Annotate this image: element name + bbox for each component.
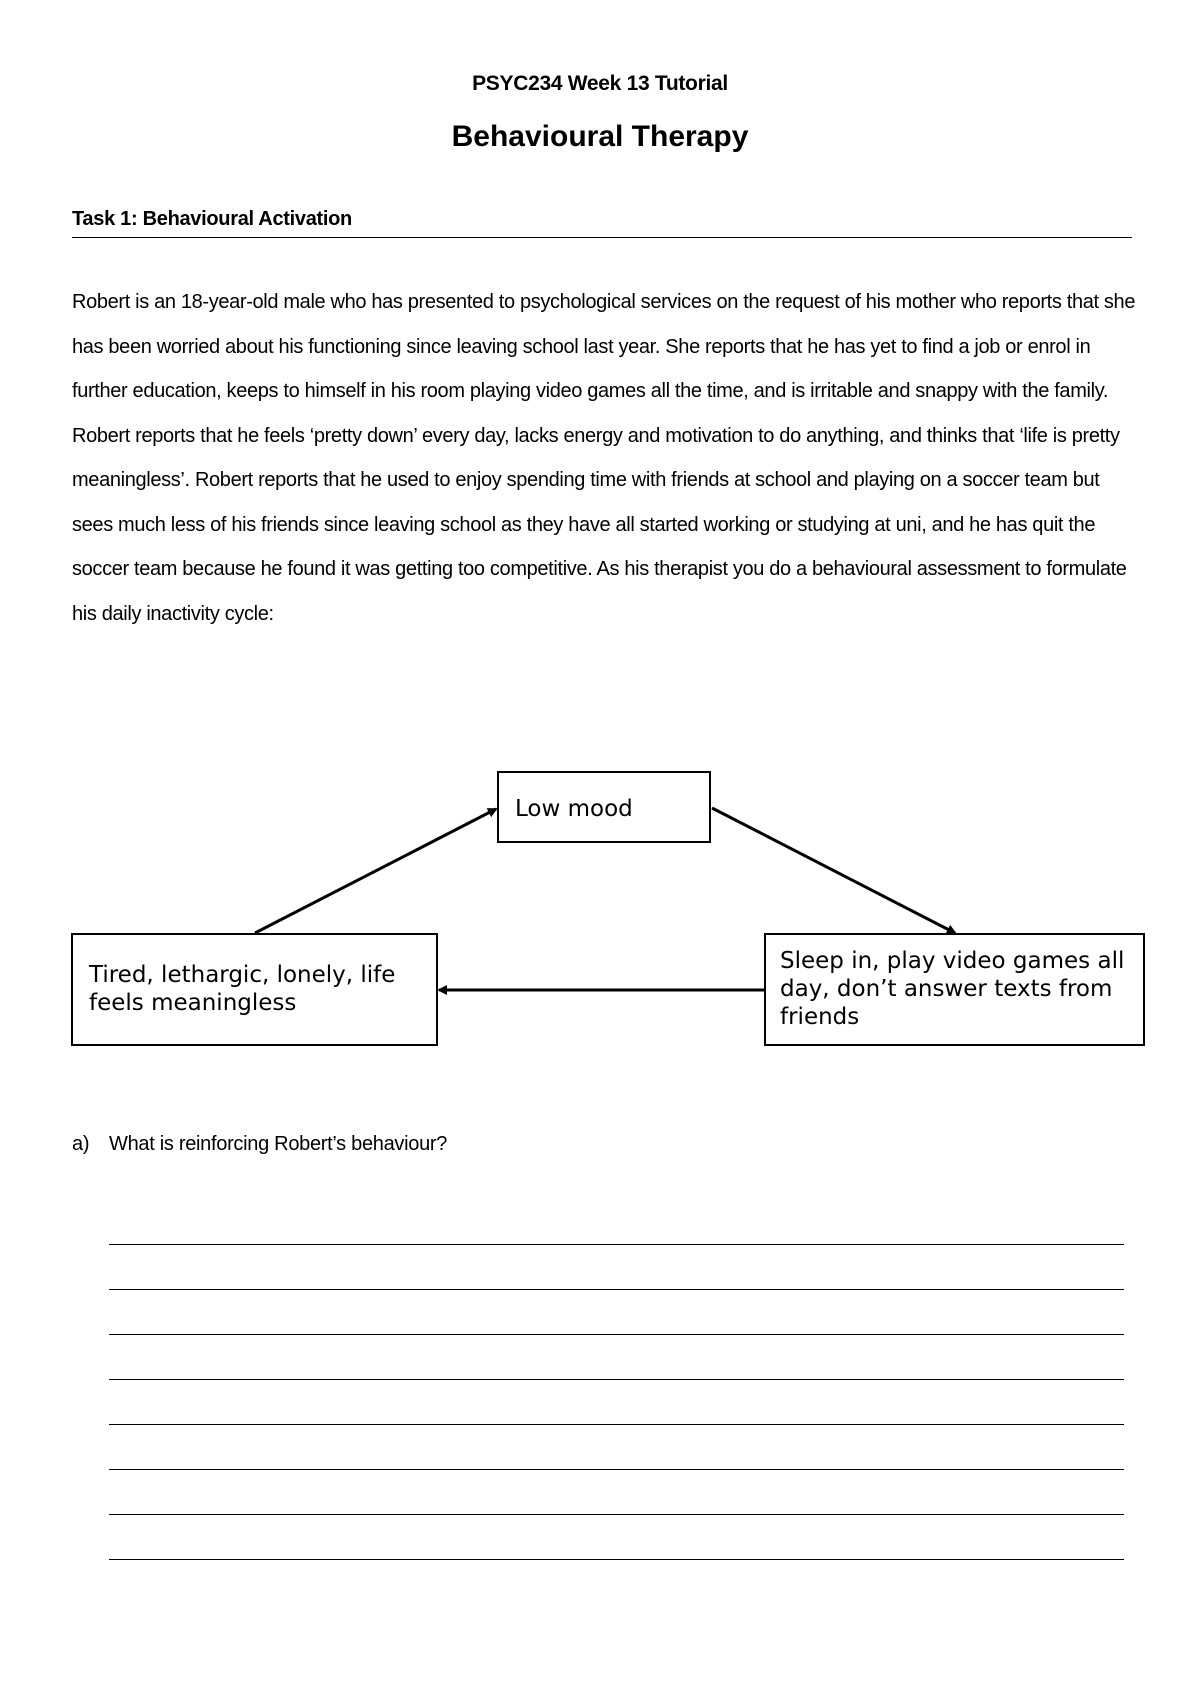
answer-line: [109, 1290, 1124, 1335]
cycle-box-consequence: Tired, lethargic, lonely, life feels meaningless: [71, 933, 438, 1046]
case-description-paragraph: Robert is an 18-year-old male who has presented to psychological services on the request of his mother who reports that she has been worried about his functioning since leaving school last year. She reports that he has yet to find a job or enrol in further education, keeps to himself in his room playing video games all the time, and is irritable and snappy with the family. Robert reports that he feels ‘pretty down’ every day, lacks energy and motivation to do anything, and thinks that ‘life is pretty meaningless’. Robert reports that he used to enjoy spending time with friends at school and playing on a soccer team but sees much less of his friends since leaving school as they have all started working or studying at uni, and he has quit the soccer team because he found it was getting too competitive. As his therapist you do a behavioural assessment to formulate his daily inactivity cycle:: [72, 291, 1136, 625]
heading-divider: [72, 237, 1132, 238]
question-a: [72, 1133, 447, 1156]
question-label: a): [72, 1133, 90, 1155]
answer-line: [109, 1515, 1124, 1560]
arrow-top-to-right: [712, 808, 955, 933]
task-heading: Task 1: Behavioural Activation: [72, 208, 352, 230]
question-text: What is reinforcing Robert’s behaviour?: [109, 1133, 448, 1155]
arrow-left-to-top: [255, 809, 496, 933]
course-title: PSYC234 Week 13 Tutorial: [472, 72, 728, 95]
answer-line: [109, 1245, 1124, 1290]
cycle-box-behaviour: Sleep in, play video games all day, don’t answer texts from friends: [764, 933, 1145, 1046]
cycle-box-low-mood: Low mood: [497, 771, 711, 843]
answer-line: [109, 1380, 1124, 1425]
answer-line: [109, 1200, 1124, 1245]
answer-line: [109, 1425, 1124, 1470]
answer-line: [109, 1335, 1124, 1380]
answer-lines: [109, 1200, 1124, 1560]
page-title: Behavioural Therapy: [451, 120, 749, 153]
answer-line: [109, 1470, 1124, 1515]
